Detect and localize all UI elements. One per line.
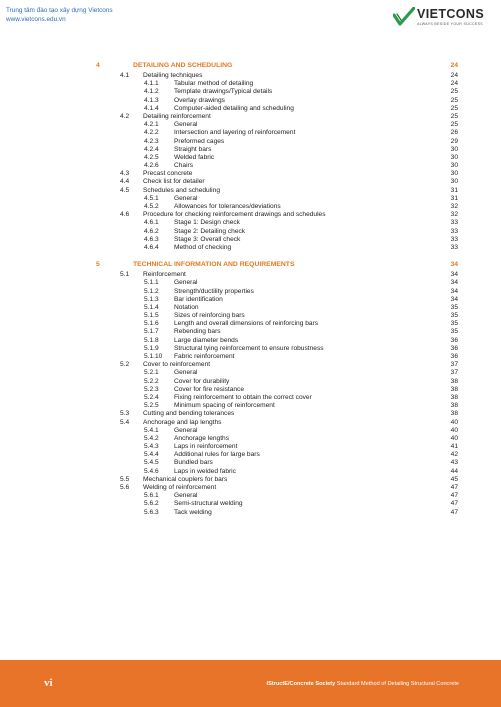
toc-entry-title: General: [174, 121, 198, 129]
toc-entry-num: 4.2.6: [144, 162, 159, 170]
toc-sub-entry[interactable]: [90, 386, 458, 394]
toc-entry-num: 5.4.1: [144, 426, 159, 434]
toc-entry-title: Straight bars: [174, 145, 212, 153]
toc-entry-title: Template drawings/Typical details: [174, 88, 273, 96]
toc-entry-page: 35: [450, 312, 458, 320]
toc-entry-title: Anchorage and lap lengths: [143, 418, 222, 426]
toc-entry-num: 4: [96, 62, 100, 69]
toc-entry-page: 40: [450, 434, 458, 442]
toc-entry-page: 24: [450, 72, 458, 79]
toc-sub-entry[interactable]: [90, 492, 458, 500]
toc-sub-entry[interactable]: [90, 509, 458, 517]
toc-entry-num: 4.2.5: [144, 153, 159, 161]
toc-entry-num: 4.6.1: [144, 219, 159, 227]
toc-entry-num: 4.1.1: [144, 80, 159, 88]
toc-sub-entry[interactable]: [90, 80, 458, 88]
toc-entry-page: 34: [450, 261, 458, 269]
toc-entry-title: Laps in welded fabric: [174, 467, 236, 475]
toc-entry-num: 4.6.2: [144, 227, 159, 235]
toc-entry-title: Tabular method of detailing: [174, 80, 254, 88]
toc-sub-entry[interactable]: [90, 219, 458, 227]
toc-entry-num: 4.4: [120, 178, 130, 186]
toc-sub-entry[interactable]: [90, 443, 458, 451]
toc-entry-title: Structural tying reinforcement to ensure robustness: [174, 344, 324, 352]
toc-entry-title: Anchorage lengths: [174, 434, 229, 442]
toc-entry-num: 5.1.7: [144, 328, 159, 336]
toc-sub-entry[interactable]: [90, 500, 458, 508]
toc-entry-page: 37: [450, 369, 458, 377]
footer-page-number: vi: [44, 677, 53, 689]
toc-entry-num: 4.6: [120, 211, 130, 219]
toc-entry-page: 25: [450, 96, 458, 104]
toc-sub-entry[interactable]: [90, 228, 458, 236]
toc-entry-num: 4.6.4: [144, 243, 159, 251]
toc-entry-page: 34: [450, 279, 458, 287]
toc-entry-title: General: [174, 492, 198, 500]
toc-entry-page: 25: [450, 121, 458, 129]
toc-section-entry[interactable]: [90, 361, 458, 369]
toc-entry-num: 4.5.2: [144, 203, 159, 210]
toc-sub-entry[interactable]: [90, 394, 458, 402]
toc-entry-page: 30: [450, 170, 458, 178]
toc-entry-num: 4.1.4: [144, 104, 159, 112]
toc-entry-title: Stage 3: Overall check: [174, 235, 241, 243]
training-center-brand: [6, 7, 113, 24]
toc-sub-entry[interactable]: [90, 296, 458, 304]
toc-entry-page: 38: [450, 410, 458, 418]
toc-sub-entry[interactable]: [90, 138, 458, 146]
toc-entry-title: General: [174, 369, 198, 377]
toc-entry-title: Stage 1: Design check: [174, 219, 240, 227]
toc-entry-title: Mechanical couplers for bars: [143, 475, 228, 483]
toc-entry-title: General: [174, 194, 198, 202]
toc-entry-num: 5.1.9: [144, 344, 159, 352]
toc-section-entry[interactable]: [90, 72, 458, 80]
toc-section-entry[interactable]: [90, 170, 458, 178]
toc-entry-page: 24: [450, 80, 458, 88]
toc-entry-page: 38: [450, 402, 458, 410]
toc-section-entry[interactable]: [90, 187, 458, 195]
toc-entry-page: 24: [450, 62, 458, 69]
toc-section-entry[interactable]: [90, 476, 458, 484]
toc-entry-num: 4.1: [120, 72, 130, 79]
toc-sub-entry[interactable]: [90, 121, 458, 129]
toc-section-entry[interactable]: [90, 211, 458, 219]
toc-section-entry[interactable]: [90, 113, 458, 121]
toc-entry-title: Strength/ductility properties: [174, 287, 254, 295]
toc-entry-page: 40: [450, 418, 458, 426]
toc-entry-num: 5.3: [120, 410, 130, 418]
toc-entry-num: 5.1.10: [144, 353, 163, 360]
toc-entry-num: 5.1.1: [144, 279, 159, 287]
toc-sub-entry[interactable]: [90, 468, 458, 476]
toc-entry-title: Detailing reinforcement: [143, 112, 211, 120]
toc-entry-page: 33: [450, 235, 458, 243]
toc-entry-title: Tack welding: [174, 508, 212, 516]
toc-entry-num: 5.2.2: [144, 377, 159, 385]
toc-entry-page: 31: [450, 186, 458, 194]
toc-entry-num: 4.2.1: [144, 121, 159, 129]
brand-name: Trung tâm đào tạo xây dựng Vietcons: [6, 7, 113, 14]
toc-section-entry[interactable]: [90, 419, 458, 427]
toc-entry-page: 36: [450, 336, 458, 344]
toc-entry-title: Method of checking: [174, 243, 232, 251]
toc-entry-page: 36: [450, 344, 458, 352]
toc-entry-title: Intersection and layering of reinforcement: [174, 129, 296, 137]
toc-entry-page: 33: [450, 219, 458, 227]
checkmark-logo-icon: [393, 7, 415, 27]
toc-entry-title: Reinforcement: [143, 271, 186, 279]
toc-entry-num: 5.4.5: [144, 459, 159, 467]
toc-sub-entry[interactable]: [90, 402, 458, 410]
toc-sub-entry[interactable]: [90, 427, 458, 435]
toc-entry-title: Semi-structural welding: [174, 500, 243, 508]
toc-entry-page: 25: [450, 88, 458, 96]
toc-entry-num: 4.1.3: [144, 96, 159, 104]
toc-entry-title: Length and overall dimensions of reinforcing bars: [174, 320, 319, 328]
toc-entry-page: 30: [450, 153, 458, 161]
toc-entry-title: Welded fabric: [174, 153, 215, 161]
toc-entry-num: 5: [96, 261, 100, 269]
toc-entry-title: Stage 2: Detailing check: [174, 227, 246, 235]
page-header: [0, 0, 501, 40]
toc-entry-title: Large diameter bends: [174, 336, 239, 344]
toc-entry-page: 34: [450, 295, 458, 303]
toc-entry-page: 35: [450, 303, 458, 311]
toc-entry-page: 34: [450, 287, 458, 295]
toc-sub-entry[interactable]: [90, 345, 458, 353]
toc-entry-page: 33: [450, 243, 458, 251]
toc-sub-entry[interactable]: [90, 236, 458, 244]
toc-entry-title: Detailing techniques: [143, 72, 203, 79]
toc-entry-num: 5.4.4: [144, 451, 159, 459]
toc-entry-title: Fixing reinforcement to obtain the correct cover: [174, 393, 312, 401]
toc-entry-page: 35: [450, 328, 458, 336]
toc-entry-num: 4.2.3: [144, 137, 159, 145]
toc-entry-num: 5.1.5: [144, 312, 159, 320]
toc-entry-page: 41: [450, 443, 458, 451]
logo-tagline: ALWAYS BESIDE YOUR SUCCESS: [417, 22, 483, 26]
toc-spacer: [90, 252, 458, 261]
toc-entry-page: 42: [450, 451, 458, 459]
toc-entry-num: 5.2.1: [144, 369, 159, 377]
toc-entry-num: 5.6.2: [144, 500, 159, 508]
toc-entry-num: 5.1.2: [144, 287, 159, 295]
toc-entry-num: 4.2: [120, 112, 130, 120]
toc-entry-title: Cover for fire resistance: [174, 385, 244, 393]
toc-sub-entry[interactable]: [90, 195, 458, 203]
toc-sub-entry[interactable]: [90, 279, 458, 287]
toc-entry-num: 4.1.2: [144, 88, 159, 96]
toc-entry-num: 5.4.2: [144, 434, 159, 442]
toc-sub-entry[interactable]: [90, 320, 458, 328]
toc-entry-num: 5.4: [120, 418, 130, 426]
toc-entry-page: 38: [450, 393, 458, 401]
toc-sub-entry[interactable]: [90, 105, 458, 113]
toc-sub-entry[interactable]: [90, 88, 458, 96]
vietcons-logo: [393, 6, 493, 32]
toc-entry-num: 5.4.6: [144, 467, 159, 475]
toc-entry-page: 32: [450, 211, 458, 219]
toc-entry-num: 5.2.4: [144, 393, 159, 401]
toc-sub-entry[interactable]: [90, 203, 458, 211]
toc-entry-num: 4.3: [120, 170, 130, 178]
toc-section-entry[interactable]: [90, 410, 458, 418]
toc-sub-entry[interactable]: [90, 288, 458, 296]
toc-entry-num: 5.2.5: [144, 402, 159, 410]
toc-entry-title: TECHNICAL INFORMATION AND REQUIREMENTS: [133, 261, 295, 269]
toc-sub-entry[interactable]: [90, 435, 458, 443]
toc-entry-num: 5.2: [120, 361, 130, 369]
toc-sub-entry[interactable]: [90, 146, 458, 154]
toc-entry-title: Cover for durability: [174, 377, 230, 385]
toc-entry-title: General: [174, 279, 198, 287]
toc-entry-num: 5.1: [120, 271, 130, 279]
toc-sub-entry[interactable]: [90, 162, 458, 170]
page-footer: [0, 660, 501, 707]
toc-sub-entry[interactable]: [90, 312, 458, 320]
toc-entry-num: 4.5: [120, 186, 130, 194]
toc-entry-page: 47: [450, 508, 458, 516]
toc-entry-page: 34: [450, 271, 458, 279]
toc-entry-title: Preformed cages: [174, 137, 225, 145]
toc-entry-title: General: [174, 426, 198, 434]
toc-entry-num: 5.6.1: [144, 492, 159, 500]
toc-entry-page: 37: [450, 361, 458, 369]
toc-entry-num: 5.6: [120, 484, 130, 491]
toc-entry-title: Cutting and bending tolerances: [143, 410, 235, 418]
toc-entry-title: Schedules and scheduling: [143, 186, 220, 194]
toc-sub-entry[interactable]: [90, 378, 458, 386]
toc-sub-entry[interactable]: [90, 154, 458, 162]
toc-entry-page: 38: [450, 377, 458, 385]
toc-entry-num: 5.2.3: [144, 385, 159, 393]
toc-entry-title: Fabric reinforcement: [174, 353, 235, 360]
toc-entry-num: 5.1.8: [144, 336, 159, 344]
table-of-contents: [90, 62, 458, 517]
toc-entry-page: 25: [450, 104, 458, 112]
toc-section-entry[interactable]: [90, 178, 458, 186]
toc-entry-page: 47: [450, 500, 458, 508]
footer-publisher: IStructE/Concrete Society: [266, 681, 336, 687]
toc-sub-entry[interactable]: [90, 328, 458, 336]
toc-entry-title: Overlay drawings: [174, 96, 225, 104]
toc-entry-num: 4.2.2: [144, 129, 159, 137]
toc-entry-page: 36: [450, 353, 458, 360]
toc-entry-title: Sizes of reinforcing bars: [174, 312, 245, 320]
toc-sub-entry[interactable]: [90, 337, 458, 345]
toc-entry-page: 32: [450, 203, 458, 210]
toc-entry-title: Procedure for checking reinforcement drawings and schedules: [143, 211, 326, 219]
footer-document-title: [267, 681, 459, 687]
toc-entry-title: Precast concrete: [143, 170, 193, 178]
toc-entry-page: 26: [450, 129, 458, 137]
toc-chapter-entry[interactable]: [90, 261, 458, 271]
toc-entry-page: 47: [450, 484, 458, 491]
toc-entry-num: 5.1.3: [144, 295, 159, 303]
toc-entry-page: 47: [450, 492, 458, 500]
toc-entry-page: 30: [450, 145, 458, 153]
toc-entry-num: 5.1.4: [144, 303, 159, 311]
toc-sub-entry[interactable]: [90, 244, 458, 252]
toc-entry-title: Cover to reinforcement: [143, 361, 211, 369]
toc-entry-num: 4.2.4: [144, 145, 159, 153]
toc-entry-page: 30: [450, 178, 458, 186]
toc-entry-page: 35: [450, 320, 458, 328]
toc-sub-entry[interactable]: [90, 304, 458, 312]
toc-entry-title: Welding of reinforcement: [143, 484, 217, 491]
logo-wordmark: VIETCONS: [417, 7, 485, 21]
toc-section-entry[interactable]: [90, 484, 458, 492]
toc-chapter-entry[interactable]: [90, 62, 458, 72]
toc-section-entry[interactable]: [90, 271, 458, 279]
toc-entry-page: 25: [450, 112, 458, 120]
toc-sub-entry[interactable]: [90, 369, 458, 377]
toc-sub-entry[interactable]: [90, 451, 458, 459]
toc-entry-title: DETAILING AND SCHEDULING: [133, 62, 233, 69]
footer-title: Standard Method of Detailing Structural Concrete: [336, 681, 459, 687]
toc-entry-page: 45: [450, 475, 458, 483]
toc-entry-page: 38: [450, 385, 458, 393]
toc-sub-entry[interactable]: [90, 459, 458, 467]
toc-entry-title: Allowances for tolerances/deviations: [174, 203, 281, 210]
toc-entry-page: 31: [450, 194, 458, 202]
toc-entry-num: 4.5.1: [144, 194, 159, 202]
toc-entry-title: Laps in reinforcement: [174, 443, 238, 451]
toc-entry-title: Bundled bars: [174, 459, 213, 467]
toc-entry-page: 40: [450, 426, 458, 434]
toc-entry-page: 43: [450, 459, 458, 467]
toc-entry-title: Computer-aided detailing and scheduling: [174, 104, 294, 112]
toc-entry-page: 29: [450, 137, 458, 145]
toc-sub-entry[interactable]: [90, 353, 458, 361]
toc-entry-title: Additional rules for large bars: [174, 451, 260, 459]
toc-entry-num: 5.5: [120, 475, 130, 483]
toc-entry-page: 44: [450, 467, 458, 475]
toc-entry-num: 5.4.3: [144, 443, 159, 451]
toc-entry-title: Chairs: [174, 162, 194, 170]
toc-entry-title: Check list for detailer: [143, 178, 205, 186]
toc-sub-entry[interactable]: [90, 129, 458, 137]
toc-entry-page: 30: [450, 162, 458, 170]
toc-entry-title: Rebending bars: [174, 328, 221, 336]
toc-entry-title: Minimum spacing of reinforcement: [174, 402, 275, 410]
toc-entry-num: 5.1.6: [144, 320, 159, 328]
toc-entry-title: Bar identification: [174, 295, 223, 303]
brand-website-link[interactable]: www.vietcons.edu.vn: [6, 15, 66, 23]
toc-sub-entry[interactable]: [90, 97, 458, 105]
toc-entry-num: 4.6.3: [144, 235, 159, 243]
toc-entry-title: Notation: [174, 303, 199, 311]
toc-entry-page: 33: [450, 227, 458, 235]
toc-entry-num: 5.6.3: [144, 508, 159, 516]
